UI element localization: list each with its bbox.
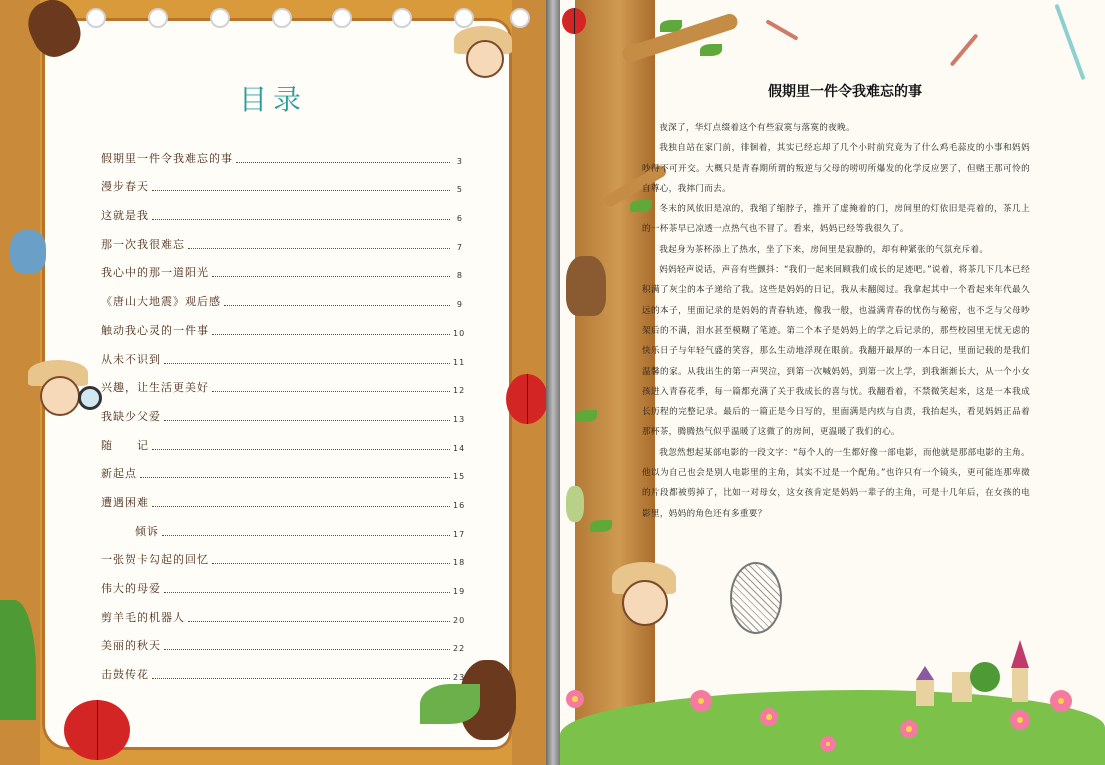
toc-entry-page: 15 bbox=[453, 472, 466, 482]
toc-entry-title: 我缺少父爱 bbox=[101, 409, 161, 423]
toc-entry-page: 3 bbox=[456, 156, 463, 166]
ladybug-icon bbox=[64, 700, 130, 760]
bug-icon bbox=[10, 230, 46, 274]
roof-icon bbox=[916, 666, 934, 680]
toc-entry-title: 那一次我很难忘 bbox=[101, 237, 185, 251]
toc-entry-page: 16 bbox=[453, 500, 466, 510]
toc-entry-title: 漫步春天 bbox=[101, 180, 149, 194]
toc-entry[interactable] bbox=[101, 338, 466, 367]
ring-icon bbox=[332, 8, 352, 28]
article-title: 假期里一件令我难忘的事 bbox=[768, 84, 922, 100]
dot-leader bbox=[152, 449, 450, 450]
toc-entry-page: 14 bbox=[453, 443, 466, 453]
toc-entry-title: 遭遇困难 bbox=[101, 495, 149, 509]
ladybug-icon bbox=[506, 374, 546, 424]
ring-icon bbox=[454, 8, 474, 28]
toc-entry[interactable] bbox=[101, 137, 463, 166]
tower-icon bbox=[1012, 668, 1028, 702]
toc-entry[interactable] bbox=[101, 166, 463, 195]
roof-icon bbox=[1011, 640, 1029, 668]
flower-icon bbox=[566, 690, 584, 708]
dot-leader bbox=[152, 219, 450, 220]
toc-entry[interactable] bbox=[101, 453, 466, 482]
article-paragraph: 夜深了，华灯点缀着这个有些寂寞与落寞的夜晚。 bbox=[659, 123, 855, 133]
toc-entry-page: 19 bbox=[453, 587, 466, 596]
dot-leader bbox=[152, 190, 450, 191]
toc-entry-title: 倾诉 bbox=[135, 524, 159, 538]
flower-icon bbox=[1050, 690, 1072, 712]
dot-leader bbox=[212, 563, 450, 564]
dot-leader bbox=[140, 477, 450, 478]
toc-entry[interactable] bbox=[101, 252, 463, 281]
toc-entry-page: 18 bbox=[453, 558, 466, 568]
toc-entry[interactable] bbox=[101, 567, 466, 596]
house-icon bbox=[916, 680, 934, 706]
toc-entry-title: 美丽的秋天 bbox=[101, 639, 161, 653]
toc-entry-title: 这就是我 bbox=[101, 209, 149, 223]
ring-icon bbox=[86, 8, 106, 28]
dot-leader bbox=[188, 248, 450, 249]
toc-entry[interactable] bbox=[101, 625, 466, 654]
flower-icon bbox=[820, 736, 836, 752]
grasshopper-icon bbox=[566, 486, 584, 522]
toc-entry[interactable] bbox=[101, 280, 463, 309]
flower-icon bbox=[690, 690, 712, 712]
toc-entry-page: 10 bbox=[453, 328, 466, 338]
toc-entry-page: 7 bbox=[456, 242, 463, 252]
ring-icon bbox=[392, 8, 412, 28]
flower-icon bbox=[1010, 710, 1030, 730]
leaf-icon bbox=[575, 410, 597, 422]
dot-leader bbox=[164, 363, 450, 364]
dot-leader bbox=[164, 592, 450, 593]
toc-entry[interactable] bbox=[101, 309, 466, 338]
toc-entry[interactable] bbox=[101, 424, 466, 453]
toc-entry[interactable] bbox=[101, 194, 463, 223]
magnifier-icon bbox=[78, 386, 102, 410]
toc-entry[interactable] bbox=[101, 395, 466, 424]
flower-icon bbox=[760, 708, 778, 726]
ring-icon bbox=[272, 8, 292, 28]
toc-entry[interactable] bbox=[101, 539, 466, 568]
house-icon bbox=[952, 672, 972, 702]
toc-entry[interactable] bbox=[101, 367, 466, 396]
leaf-icon bbox=[660, 20, 682, 32]
toc-entry-title: 新起点 bbox=[101, 467, 137, 481]
toc-entry-title: 一张贺卡勾起的回忆 bbox=[101, 553, 209, 567]
leaf-icon bbox=[700, 44, 722, 56]
left-page-toc bbox=[0, 0, 546, 765]
toc-entry-page: 22 bbox=[453, 644, 466, 654]
toc-entry-title: 《唐山大地震》观后感 bbox=[101, 295, 221, 309]
toc-entry-page: 8 bbox=[456, 271, 463, 281]
toc-entry-page: 23 bbox=[453, 673, 466, 683]
toc-entry[interactable] bbox=[101, 481, 466, 510]
article-paragraph: 冬末的风依旧是凉的，我缩了缩脖子，推开了虚掩着的门，房间里的灯依旧是亮着的，茶几上的一杯茶早已凉透一点热气也不冒了。看来，妈妈已经等我很久了。 bbox=[642, 204, 1030, 235]
kid-with-net-icon bbox=[622, 580, 668, 626]
butterfly-net-icon bbox=[730, 562, 782, 634]
ring-icon bbox=[148, 8, 168, 28]
toc-entry-page: 5 bbox=[456, 185, 463, 195]
toc-entry-page: 11 bbox=[453, 357, 466, 367]
toc-entry-page: 13 bbox=[453, 414, 466, 424]
dot-leader bbox=[162, 535, 450, 536]
toc-entry-title: 假期里一件令我难忘的事 bbox=[101, 151, 233, 165]
leaf-icon bbox=[590, 520, 612, 532]
article-paragraph: 我忽然想起某部电影的一段文字：“每个人的一生都好像一部电影，而他就是那部电影的主角。他以为自己也会是别人电影里的主角，其实不过是一个配角。”也许只有一个镜头，更可能连那卑微的片段都被剪掉了，比如一对母女，这女孩肯定是妈妈一辈子的主角，可是十几年后，在女孩的电影里，妈妈的角色还有多重要？ bbox=[642, 447, 1030, 519]
toc-entry-title: 随 记 bbox=[101, 438, 149, 452]
ring-icon bbox=[210, 8, 230, 28]
article-paragraph: 妈妈轻声说话，声音有些颤抖：“我们一起来回顾我们成长的足迹吧。”说着，将茶几下几本已经积满了灰尘的本子递给了我。这些是妈妈的日记，我从未翻阅过。我拿起其中一个看起来年代最久远的本子，里面记录的是妈妈的青春轨迹，像我一般，也溢满青春的忧伤与秘密，也不乏与父母吵架后的不满，泪水甚至模糊了笔迹。第二个本子是妈妈上的学之后记录的，那些校园里无忧无虑的快乐日子与年轻气盛的笑容，那么生动地浮现在眼前。我翻开最厚的一本日记，里面记载的是我们温馨的家。从我出生的第一声哭泣，到第一次喊妈妈，到第一次上学，到我渐渐长大，从一个小女孩进入青春花季，每一篇都充满了关于我成长的喜与忧。我翻看着，不禁微笑起来，这是一本我成长历程的完整记录。最后的一篇正是今日写的，里面满是内疚与自责，我抬起头，看见妈妈正品着那杯茶，腾腾热气似乎温暖了这微了的房间，更温暖了我们的心。 bbox=[642, 265, 1030, 438]
toc-entry-title: 击鼓传花 bbox=[101, 668, 149, 682]
dot-leader bbox=[236, 162, 450, 163]
toc-entry-page: 6 bbox=[456, 214, 463, 224]
toc-entry-title: 我心中的那一道阳光 bbox=[101, 266, 209, 280]
toc-entry-page: 12 bbox=[453, 386, 466, 396]
page-gutter bbox=[546, 0, 560, 765]
dot-leader bbox=[164, 649, 450, 650]
dot-leader bbox=[164, 420, 450, 421]
article-body bbox=[642, 118, 1030, 524]
dot-leader bbox=[152, 678, 450, 679]
tree-icon bbox=[970, 662, 1000, 692]
toc-entry[interactable] bbox=[101, 510, 466, 539]
dot-leader bbox=[212, 276, 450, 277]
toc-entry-title: 兴趣，让生活更美好 bbox=[101, 381, 209, 395]
toc-entry-title: 剪羊毛的机器人 bbox=[101, 610, 185, 624]
toc-entry[interactable] bbox=[101, 596, 466, 625]
toc-title: 目录 bbox=[238, 83, 307, 116]
article-paragraph: 我独自站在家门前，徘徊着，其实已经忘却了几个小时前究竟为了什么鸡毛蒜皮的小事和妈妈吵得不可开交。大概只是青春期所谓的叛逆与父母的唠叨所爆发的化学反应罢了，但赌王那可怜的自尊心，我摔门而去。 bbox=[642, 143, 1030, 194]
flower-icon bbox=[900, 720, 918, 738]
toc-entry-title: 伟大的母爱 bbox=[101, 582, 161, 595]
kid-on-vine-icon bbox=[466, 40, 504, 78]
toc-entry[interactable] bbox=[101, 223, 463, 252]
dot-leader bbox=[212, 334, 450, 335]
toc-entry-title: 从未不识到 bbox=[101, 352, 161, 366]
ring-icon bbox=[510, 8, 530, 28]
toc-entry-page: 9 bbox=[456, 300, 463, 310]
toc-entry[interactable] bbox=[101, 653, 466, 683]
leaf-icon bbox=[420, 684, 480, 724]
toc-entry-page: 17 bbox=[453, 529, 466, 539]
kid-with-magnifier-icon bbox=[40, 376, 80, 416]
dot-leader bbox=[188, 621, 450, 622]
toc-entry-page: 20 bbox=[453, 615, 466, 625]
dot-leader bbox=[224, 305, 450, 306]
dot-leader bbox=[152, 506, 450, 507]
toc-list bbox=[101, 137, 466, 683]
dot-leader bbox=[212, 391, 450, 392]
squirrel-icon bbox=[566, 256, 606, 316]
ladybug-icon bbox=[562, 8, 586, 34]
article-paragraph: 我起身为茶杯添上了热水，坐了下来，房间里是寂静的，却有种紧张的气氛充斥着。 bbox=[659, 244, 989, 255]
toc-entry-title: 触动我心灵的一件事 bbox=[101, 323, 209, 337]
